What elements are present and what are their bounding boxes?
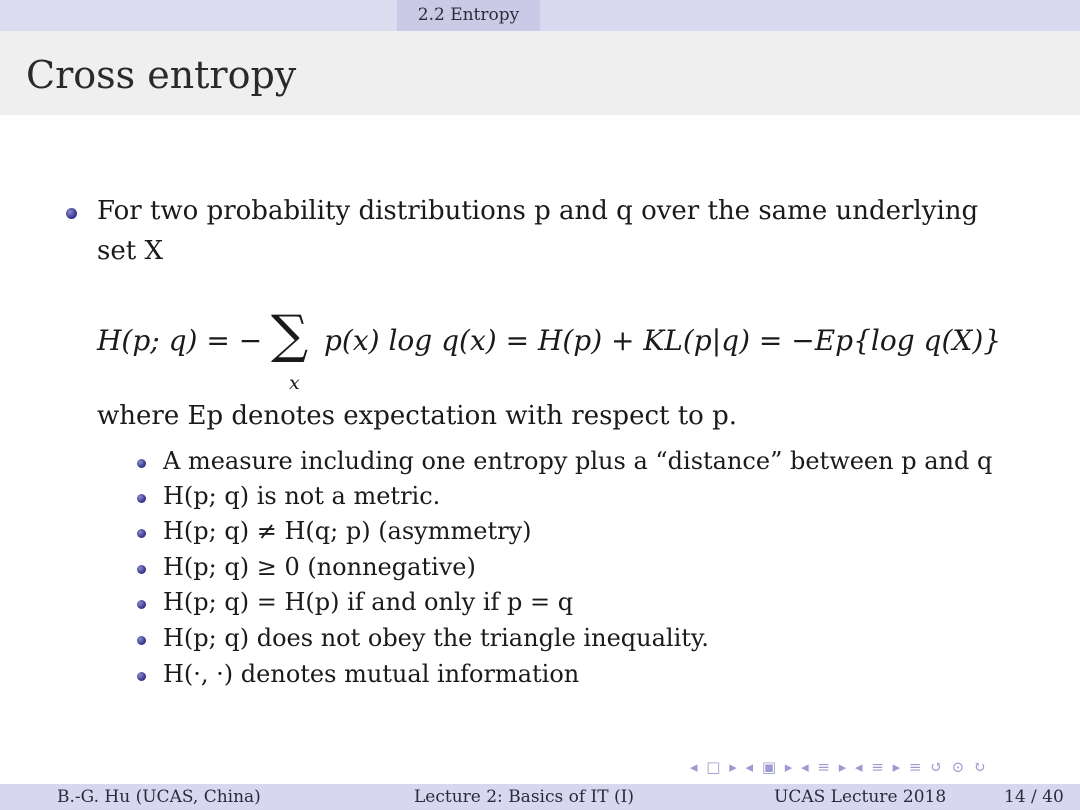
sub-bullet-text: H(p; q) ≠ H(q; p) (asymmetry) <box>163 517 532 545</box>
sub-bullet-text: A measure including one entropy plus a “distance” between p and q <box>163 447 993 475</box>
slide-title: Cross entropy <box>26 53 297 97</box>
footer-author: B.-G. Hu (UCAS, China) <box>57 787 261 807</box>
formula-rhs: p(x) log q(x) = H(p) + KL(p|q) = −Ep{log q(X)} <box>324 324 1002 357</box>
formula-lhs: H(p; q) = − <box>97 324 263 357</box>
where-line: where Ep denotes expectation with respect to p. <box>97 401 738 431</box>
intro-line-1: For two probability distributions p and q over the same underlying <box>97 196 979 226</box>
section-current-tab[interactable] <box>397 0 540 31</box>
sub-bullet-icon <box>137 672 146 681</box>
sub-bullet-icon <box>137 565 146 574</box>
sub-bullet-text: H(p; q) = H(p) if and only if p = q <box>163 588 574 616</box>
footer-bar <box>0 784 1080 810</box>
sub-bullet-icon <box>137 529 146 538</box>
title-bar <box>0 31 1080 115</box>
intro-line-2: set X <box>97 236 163 266</box>
footer-lecture-title: Lecture 2: Basics of IT (I) <box>414 787 634 807</box>
beamer-navigation-icons[interactable]: ◂ □ ▸ ◂ ▣ ▸ ◂ ≡ ▸ ◂ ≡ ▸ ≡ ↺ ⊙ ↻ <box>690 758 988 776</box>
sum-index: x <box>289 372 300 394</box>
sub-bullet-text: H(p; q) is not a metric. <box>163 482 441 510</box>
footer-page-number: 14 / 40 <box>1004 787 1064 807</box>
sub-bullet-text: H(·, ·) denotes mutual information <box>163 660 580 688</box>
footer-event: UCAS Lecture 2018 <box>774 787 947 807</box>
sub-bullet-text: H(p; q) does not obey the triangle inequality. <box>163 624 709 652</box>
bullet-icon <box>66 208 77 219</box>
sub-bullet-icon <box>137 600 146 609</box>
section-navigation-bar <box>0 0 1080 31</box>
sub-bullet-icon <box>137 494 146 503</box>
sub-bullet-icon <box>137 636 146 645</box>
section-label: 2.2 Entropy <box>417 5 520 25</box>
sum-symbol: ∑ <box>271 305 309 365</box>
section-previous-area[interactable] <box>0 0 397 31</box>
sub-bullet-text: H(p; q) ≥ 0 (nonnegative) <box>163 553 476 581</box>
sub-bullet-icon <box>137 459 146 468</box>
